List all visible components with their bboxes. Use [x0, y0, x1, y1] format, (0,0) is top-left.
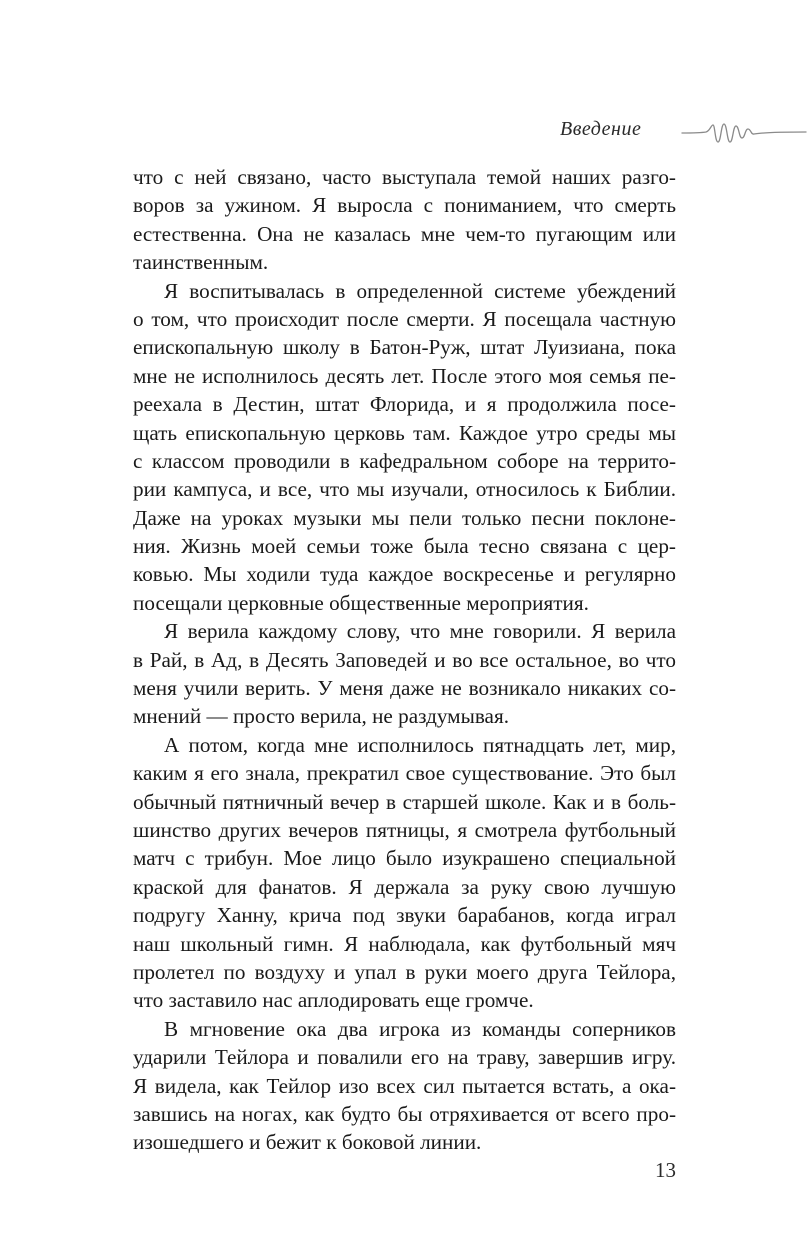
text-line: изошедшего и бежит к боковой линии. — [133, 1130, 482, 1155]
text-line: шинство других вечеров пятницы, я смотрела футбольный — [133, 817, 676, 842]
text-line: о том, что происходит после смерти. Я посещала частную — [133, 306, 676, 331]
text-line: наш школьный гимн. Я наблюдала, как футбольный мяч — [133, 931, 676, 956]
body-text — [133, 163, 676, 1157]
paragraph — [133, 163, 676, 277]
text-line: посещали церковные общественные мероприятия. — [133, 590, 589, 615]
text-line: ковью. Мы ходили туда каждое воскресенье и регулярно — [133, 562, 676, 587]
paragraph — [133, 731, 676, 1015]
text-line: мнений — просто верила, не раздумывая. — [133, 704, 509, 729]
text-line: матч с трибун. Мое лицо было изукрашено специальной — [133, 846, 676, 871]
paragraph — [133, 617, 676, 731]
text-line: краской для фанатов. Я держала за руку свою лучшую — [133, 874, 676, 899]
paragraph — [133, 277, 676, 618]
text-line: естественна. Она не казалась мне чем-то пугающим или — [133, 221, 676, 246]
text-line: Я воспитывалась в определенной системе убеждений — [164, 278, 676, 303]
text-line: что с ней связано, часто выступала темой наших разго- — [133, 165, 676, 189]
text-line: меня учили верить. У меня даже не возникало никаких со- — [133, 676, 676, 701]
wave-ornament-icon — [680, 116, 808, 150]
paragraph — [133, 1015, 676, 1157]
text-line: ударили Тейлора и повалили его на траву, завершив игру. — [133, 1045, 676, 1070]
text-line: Я верила каждому слову, что мне говорили. Я верила — [164, 619, 676, 644]
text-line: ния. Жизнь моей семьи тоже была тесно связана с цер- — [133, 534, 676, 559]
running-head-title: Введение — [560, 118, 642, 140]
text-line: Даже на уроках музыки мы пели только песни поклоне- — [133, 505, 676, 530]
running-head — [560, 116, 810, 150]
text-line: В мгновение ока два игрока из команды соперников — [164, 1016, 676, 1041]
text-line: реехала в Дестин, штат Флорида, и я продолжила посе- — [133, 392, 676, 417]
text-line: воров за ужином. Я выросла с пониманием, что смерть — [133, 193, 676, 218]
text-line: завшись на ногах, как будто бы отряхивается от всего про- — [133, 1101, 676, 1126]
text-line: в Рай, в Ад, в Десять Заповедей и во все остальное, во что — [133, 647, 676, 672]
text-line: каким я его знала, прекратил свое существование. Это был — [133, 761, 676, 786]
page-number: 13 — [655, 1158, 676, 1182]
text-line: с классом проводили в кафедральном соборе на террито- — [133, 448, 676, 473]
text-line: Я видела, как Тейлор изо всех сил пытается встать, а ока- — [133, 1073, 676, 1098]
text-line: подругу Ханну, крича под звуки барабанов, когда играл — [133, 903, 676, 928]
text-line: рии кампуса, и все, что мы изучали, относилось к Библии. — [133, 477, 676, 502]
text-line: пролетел по воздуху и упал в руки моего друга Тейлора, — [133, 959, 676, 984]
text-line: обычный пятничный вечер в старшей школе. Как и в боль- — [133, 789, 676, 814]
text-line: епископальную школу в Батон-Руж, штат Луизиана, пока — [133, 335, 676, 360]
text-line: таинственным. — [133, 250, 269, 275]
text-line: что заставило нас аплодировать еще громче. — [133, 988, 534, 1013]
text-line: А потом, когда мне исполнилось пятнадцать лет, мир, — [164, 732, 676, 757]
text-line: щать епископальную церковь там. Каждое утро среды мы — [133, 420, 676, 445]
text-line: мне не исполнилось десять лет. После этого моя семья пе- — [133, 363, 676, 388]
